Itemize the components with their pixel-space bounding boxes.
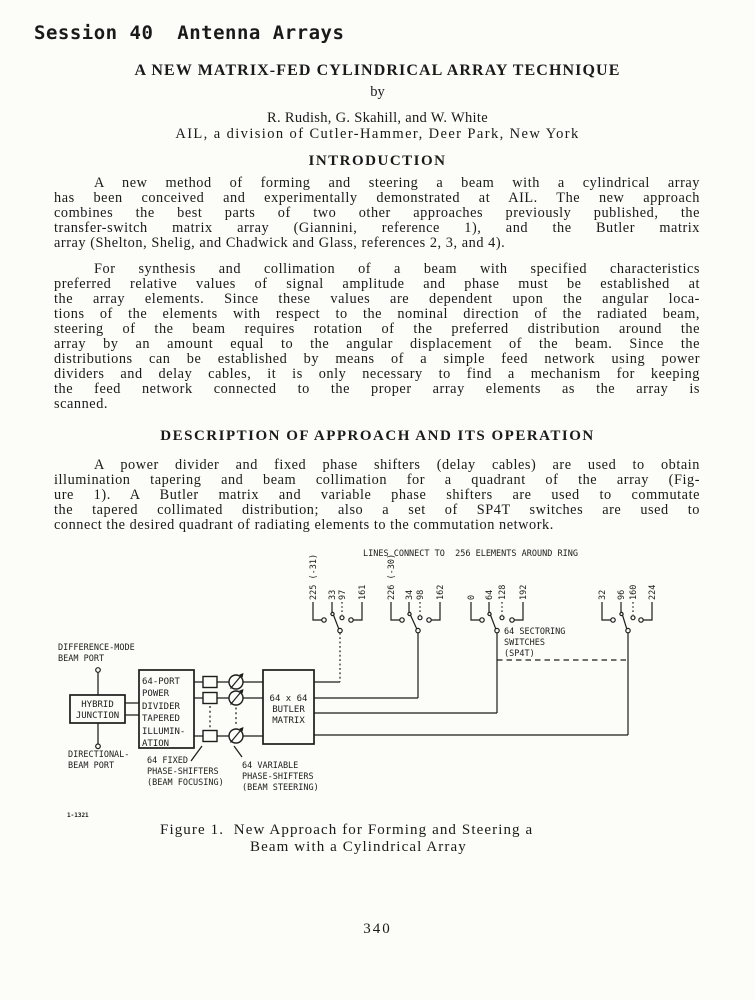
svg-text:BEAM PORT: BEAM PORT — [68, 761, 115, 771]
svg-text:(BEAM STEERING): (BEAM STEERING) — [242, 783, 319, 793]
text-line: For synthesis and collimation of a beam with specified characteristics — [94, 261, 700, 277]
element-label: 98 — [416, 589, 426, 600]
svg-text:TAPERED: TAPERED — [142, 714, 180, 724]
paper-title: A NEW MATRIX-FED CYLINDRICAL ARRAY TECHNIQUE — [134, 62, 621, 79]
text-line: preferred relative values of signal amplitude and phase must be established at — [54, 276, 700, 292]
element-label: 161 — [358, 584, 368, 600]
element-label: 96 — [617, 589, 627, 600]
svg-text:JUNCTION: JUNCTION — [75, 711, 120, 721]
directional-beam-port-label — [68, 750, 129, 771]
svg-text:(BEAM FOCUSING): (BEAM FOCUSING) — [147, 778, 224, 788]
figure-caption-line-1: Figure 1. New Approach for Forming and Steering a — [160, 822, 534, 838]
element-label: 64 — [485, 589, 495, 600]
element-label: 225 (-31) — [309, 553, 319, 600]
svg-text:BUTLER: BUTLER — [272, 705, 305, 715]
section-heading-introduction: INTRODUCTION — [308, 153, 447, 169]
text-line: distributions can be established by means of a simple feed network using power — [54, 351, 700, 367]
butler-matrix-label — [270, 694, 308, 726]
element-label: 128 — [498, 584, 508, 600]
svg-text:64 x 64: 64 x 64 — [269, 694, 308, 704]
text-line: A new method of forming and steering a beam with a cylindrical array — [94, 175, 700, 191]
text-line: connect the desired quadrant of radiating elements to the commutation network. — [54, 517, 554, 533]
paragraph — [54, 458, 700, 533]
text-line: has been conceived and experimentally demonstrated at AIL. The new approach — [54, 190, 700, 206]
paragraph — [54, 262, 700, 412]
svg-text:64-PORT: 64-PORT — [142, 677, 180, 687]
text-line: A power divider and fixed phase shifters (delay cables) are used to obtain — [94, 457, 700, 473]
text-line: array (Shelton, Shelig, and Chadwick and Glass, references 2, 3, and 4). — [54, 235, 506, 251]
text-line: steering of the beam requires rotation of the preferred distribution around the — [54, 321, 700, 337]
text-line: the feed network connected to the proper array elements as the array is — [54, 381, 700, 397]
figure-1-diagram — [0, 540, 755, 830]
text-line: combines the best parts of two other approaches previously published, the — [54, 205, 700, 221]
element-label: 162 — [436, 584, 446, 600]
svg-text:POWER: POWER — [142, 689, 170, 699]
directional-port-terminal — [96, 744, 101, 749]
affiliation: AIL, a division of Cutler-Hammer, Deer Park, New York — [175, 126, 580, 142]
svg-text:PHASE-SHIFTERS: PHASE-SHIFTERS — [147, 767, 219, 777]
element-label: 97 — [338, 589, 348, 600]
sectoring-switches-label — [504, 627, 565, 659]
svg-text:MATRIX: MATRIX — [272, 716, 305, 726]
text-line: tions of the elements with respect to the nominal direction of the radiated beam, — [54, 306, 700, 322]
text-line: scanned. — [54, 396, 109, 412]
section-heading-description: DESCRIPTION OF APPROACH AND ITS OPERATION — [160, 428, 595, 444]
svg-text:ATION: ATION — [142, 739, 170, 749]
element-label: 34 — [405, 589, 415, 600]
svg-text:DIVIDER: DIVIDER — [142, 702, 180, 712]
element-label: 160 — [629, 584, 639, 600]
page-number: 340 — [363, 921, 392, 937]
element-label: 33 — [328, 589, 338, 600]
fixed-phase-shifters-label — [147, 756, 224, 788]
difference-port-terminal — [96, 668, 101, 673]
text-line: array by an amount equal to the angular displacement of the beam. Since the — [54, 336, 700, 352]
paragraph — [54, 176, 700, 251]
authors: R. Rudish, G. Skahill, and W. White — [267, 110, 488, 126]
element-label: 192 — [519, 584, 529, 600]
element-label: 224 — [648, 584, 658, 600]
svg-text:DIRECTIONAL-: DIRECTIONAL- — [68, 750, 130, 760]
sector-switch-group-2 — [314, 602, 440, 698]
svg-text:BEAM PORT: BEAM PORT — [58, 654, 105, 664]
svg-text:64 FIXED: 64 FIXED — [147, 756, 188, 766]
sector-switch-group-1 — [313, 602, 362, 682]
drawing-id-label: 1-1321 — [67, 812, 89, 819]
text-line: the array elements. Since these values are dependent upon the angular loca- — [54, 291, 700, 307]
text-line: the tapered collimated distribution; also a set of SP4T switches are used to — [54, 502, 700, 518]
session-header: Session 40 Antenna Arrays — [34, 22, 345, 44]
element-label: 226 (-30) — [387, 553, 397, 600]
svg-text:ILLUMIN-: ILLUMIN- — [142, 727, 186, 737]
byline: by — [370, 84, 385, 100]
svg-text:HYBRID: HYBRID — [81, 700, 114, 710]
text-line: dividers and delay cables, it is only necessary to find a mechanism for keeping — [54, 366, 700, 382]
svg-text:DIFFERENCE-MODE: DIFFERENCE-MODE — [58, 643, 135, 653]
text-line: ure 1). A Butler matrix and variable phase shifters are used to commutate — [54, 487, 700, 503]
text-line: illumination tapering and beam collimation for a quadrant of the array (Fig- — [54, 472, 700, 488]
element-number-labels — [309, 554, 658, 600]
variable-phase-shifters-label — [242, 761, 319, 793]
fixed-phase-shifter-symbols — [203, 677, 217, 742]
figure-caption-line-2: Beam with a Cylindrical Array — [250, 839, 467, 855]
hybrid-junction-label — [76, 700, 119, 721]
svg-text:64 SECTORING: 64 SECTORING — [504, 627, 566, 637]
svg-text:SWITCHES: SWITCHES — [504, 638, 545, 648]
difference-mode-port-label — [58, 643, 135, 664]
svg-text:64 VARIABLE: 64 VARIABLE — [242, 761, 299, 771]
svg-text:(SP4T): (SP4T) — [504, 649, 535, 659]
element-label: 32 — [598, 589, 608, 600]
figure-header-label: LINES CONNECT TO 256 ELEMENTS AROUND RING — [363, 549, 578, 559]
text-line: transfer-switch matrix array (Giannini, reference 1), and the Butler matrix — [54, 220, 700, 236]
svg-text:PHASE-SHIFTERS: PHASE-SHIFTERS — [242, 772, 314, 782]
element-label: 0 — [467, 594, 477, 600]
